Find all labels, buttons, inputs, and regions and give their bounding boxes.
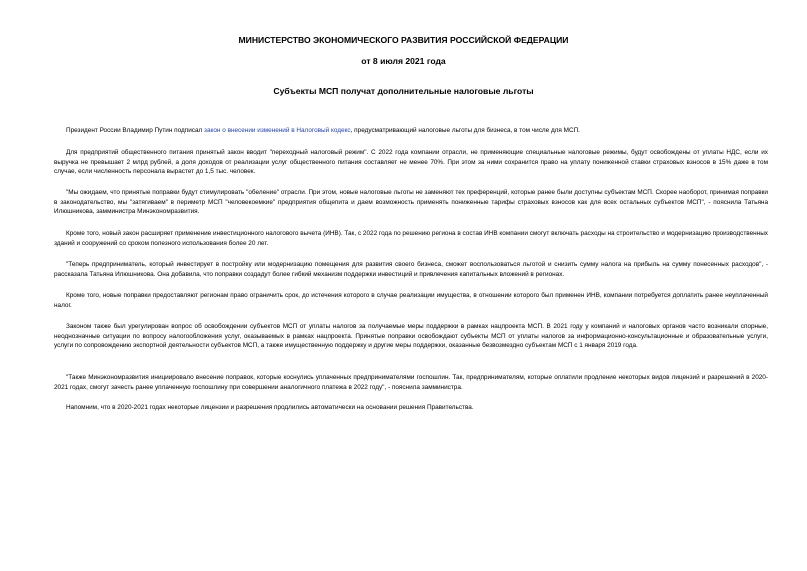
paragraph-6 bbox=[54, 291, 768, 310]
paragraph-4 bbox=[54, 229, 768, 248]
paragraph-2-text: Для предприятий общественного питания принятый закон вводит "переходный налоговый режим". С 2022 года компании отрасли, не применяющие специальные налоговые режимы, будут освобождены от уплаты НДС, если их выручка не превышает 2 млрд рублей, а доля доходов от реализации услуг общественного питания составляет не менее 70%. При этом за ними сохранится право на уплату пониженной ставки страховых взносов в 15% даже в том случае, если численность персонала вырастет до 1,5 тыс. человек. bbox=[54, 149, 768, 175]
paragraph-2 bbox=[54, 148, 768, 177]
paragraph-5 bbox=[54, 260, 768, 279]
ministry-heading: МИНИСТЕРСТВО ЭКОНОМИЧЕСКОГО РАЗВИТИЯ РОССИЙСКОЙ ФЕДЕРАЦИИ bbox=[238, 35, 569, 45]
paragraph-5-text: "Теперь предприниматель, который инвестирует в постройку или модернизацию помещения для развития своего бизнеса, сможет воспользоваться льготой и снизить сумму налога на прибыль на сумму понесенных расходов", - рассказала Татьяна Илюшникова. Она добавила, что поправки создадут более гибкий механизм поддержки инвестиций и привлечения капитальных вложений в регионах. bbox=[54, 261, 768, 278]
paragraph-1-after-link: , предусматривающий налоговые льготы для бизнеса, в том числе для МСП. bbox=[350, 127, 580, 134]
document-date: от 8 июля 2021 года bbox=[361, 56, 446, 66]
paragraph-7 bbox=[54, 322, 768, 351]
paragraph-1 bbox=[54, 126, 768, 136]
paragraph-9-text: Напомним, что в 2020-2021 годах некоторые лицензии и разрешения продлились автоматически на основании решения Правительства. bbox=[66, 404, 474, 411]
paragraph-7-text: Законом также был урегулирован вопрос об освобождении субъектов МСП от уплаты налогов за получаемые меры поддержки в рамках нацпроекта МСП. В 2021 году у компаний и налоговых органов часто возникали спорные, неоднозначные ситуации по вопросу налогообложения услуг, оказываемых в рамках нацпроекта. Принятые поправки освобождают субъекты МСП от уплаты налогов за информационно-консультационные и образовательные услуги, услуги по сопровождению экспортной деятельности субъектов МСП, а также имущественную поддержку и другие меры поддержки, оказанные безвозмездно субъектам МСП с 1 января 2019 года. bbox=[54, 323, 768, 349]
paragraph-6-text: Кроме того, новые поправки предоставляют регионам право ограничить срок, до истечения которого в случае реализации имущества, в отношении которого был применен ИНВ, компании потребуется доплатить ранее неуплаченный налог. bbox=[54, 292, 768, 309]
paragraph-9 bbox=[54, 403, 768, 413]
tax-code-amendment-link[interactable]: закон о внесении изменений в Налоговый кодекс bbox=[204, 127, 351, 134]
paragraph-1-before-link: Президент России Владимир Путин подписал bbox=[66, 127, 205, 134]
paragraph-4-text: Кроме того, новый закон расширяет применение инвестиционного налогового вычета (ИНВ). Так, с 2022 года по решению региона в состав ИНВ компании смогут включать расходы на строительство и модернизацию производственных зданий и сооружений со сроком полезного использования более 20 лет. bbox=[54, 230, 768, 247]
paragraph-3 bbox=[54, 188, 768, 217]
paragraph-1-text bbox=[54, 126, 768, 136]
paragraph-8-text: "Также Минэкономразвития инициировало внесение поправок, которые коснулись уплаченных предпринимателями госпошлин. Так, предпринимателям, которые оплатили продление некоторых видов лицензий и разрешений в 2020-2021 годах, смогут зачесть ранее уплаченную госпошлину при совершении аналогичного платежа в 2022 году", - пояснила замминистра. bbox=[54, 374, 768, 391]
paragraph-8 bbox=[54, 373, 768, 392]
document-title: Субъекты МСП получат дополнительные налоговые льготы bbox=[273, 86, 534, 96]
paragraph-3-text: "Мы ожидаем, что принятые поправки будут стимулировать "обеление" отрасли. При этом, новые налоговые льготы не заменяют тех преференций, которые ранее были доступны субъектам МСП. Скорее наоборот, принимая поправки в законодательство, мы "затягиваем" в периметр МСП "человекоемкие" предприятия общепита и даем возможность применять пониженные тарифы страховых взносов как для всех остальных субъектов МСП", - пояснила Татьяна Илюшникова, замминистра Минэкономразвития. bbox=[54, 189, 768, 215]
